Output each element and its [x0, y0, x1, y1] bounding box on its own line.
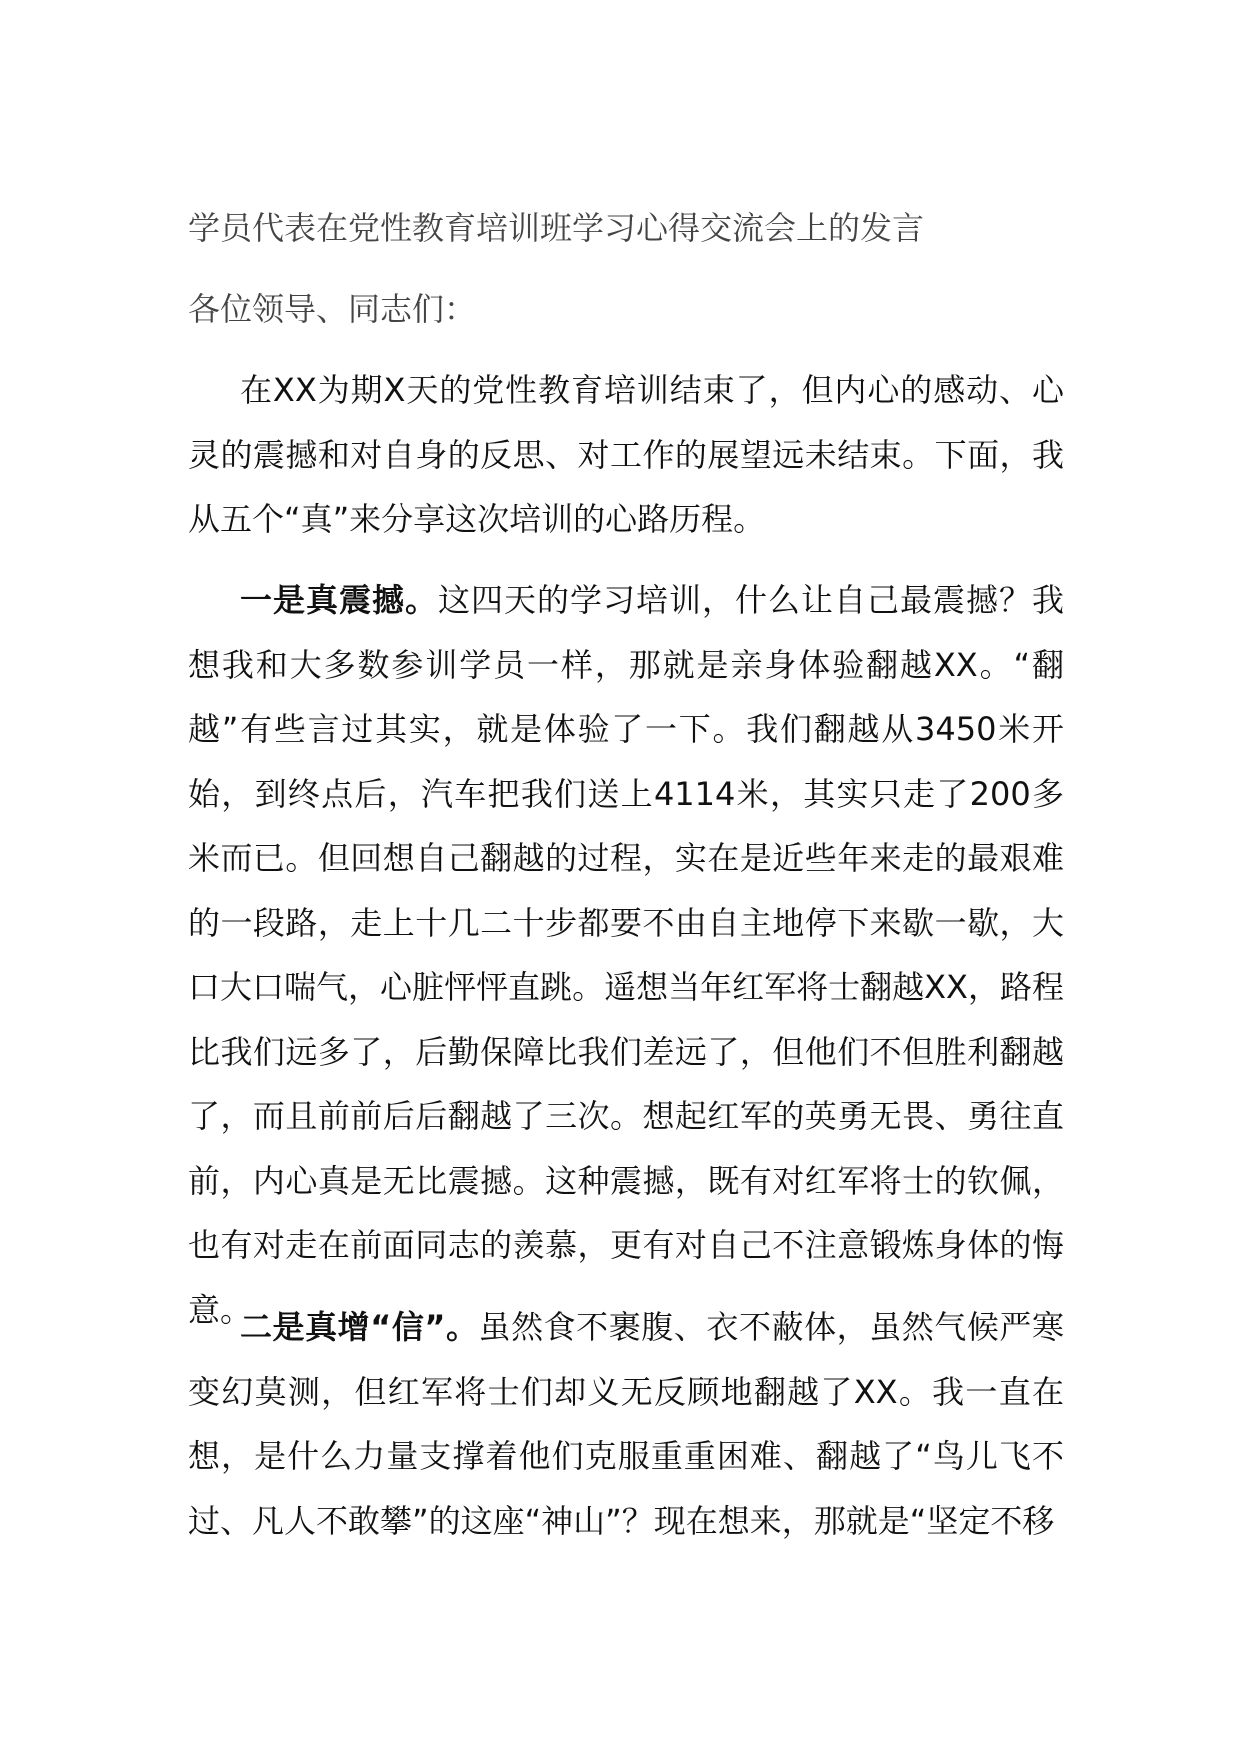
paragraph-text: 在XX为期X天的党性教育培训结束了，但内心的感动、心灵的震撼和对自身的反思、对工作的展望远未结束。下面，我从五个“真”来分享这次培训的心路历程。: [188, 371, 1064, 538]
paragraph-text: 这四天的学习培训，什么让自己最震撼？我想我和大多数参训学员一样，那就是亲身体验翻越XX。“翻越”有些言过其实，就是体验了一下。我们翻越从3450米开始，到终点后，汽车把我们送上4114米，其实只走了200多米而已。但回想自己翻越的过程，实在是近些年来走的最艰难的一段路，走上十几二十步都要不由自主地停下来歇一歇，大口大口喘气，心脏怦怦直跳。遥想当年红军将士翻越XX，路程比我们远多了，后勤保障比我们差远了，但他们不但胜利翻越了，而且前前后后翻越了三次。想起红军的英勇无畏、勇往直前，内心真是无比震撼。这种震撼，既有对红军将士的钦佩，也有对走在前面同志的羡慕，更有对自己不注意锻炼身体的悔意。: [188, 581, 1064, 1329]
salutation: 各位领导、同志们：: [188, 290, 477, 328]
paragraph-intro: [188, 358, 1064, 552]
section-heading: 一是真震撼。: [240, 581, 438, 619]
paragraph-text: 虽然食不裹腹、衣不蔽体，虽然气候严寒变幻莫测，但红军将士们却义无反顾地翻越了XX。我一直在想，是什么力量支撑着他们克服重重困难、翻越了“鸟儿飞不过、凡人不敢攀”的这座“神山”？现在想来，那就是“坚定不移: [188, 1308, 1064, 1540]
section-heading: 二是真增“信”。: [240, 1308, 479, 1346]
paragraph-section-2: [188, 1295, 1064, 1553]
document-title: 学员代表在党性教育培训班学习心得交流会上的发言: [188, 209, 925, 247]
paragraph-section-1: [188, 568, 1064, 1342]
